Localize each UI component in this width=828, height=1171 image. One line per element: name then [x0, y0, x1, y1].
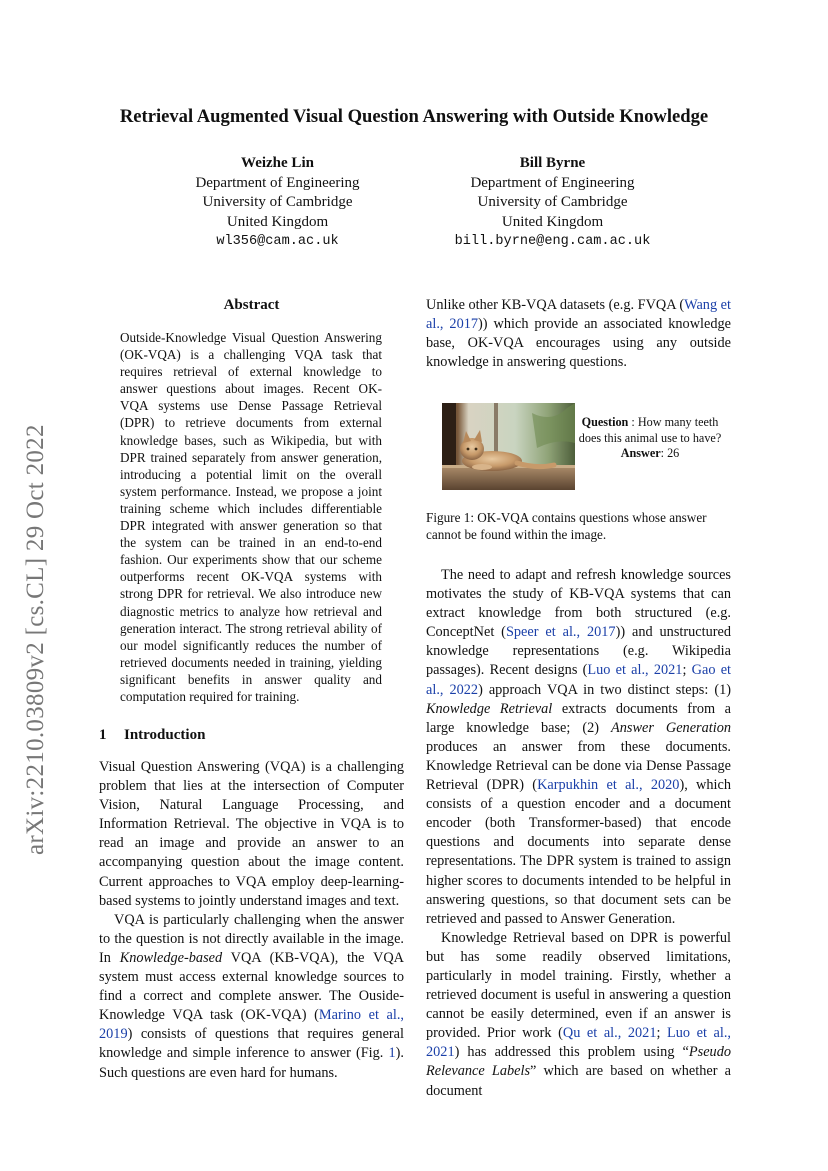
paragraph — [99, 911, 404, 1083]
emphasis: Answer Generation — [611, 719, 732, 736]
emphasis: Pseudo Relevance Labels — [426, 1044, 731, 1080]
author-email: bill.byrne@eng.cam.ac.uk — [454, 234, 651, 250]
text-run: The need to adapt and refresh knowledge sources motivates the study of KB-VQA systems that can extract knowledge from both structured (e.g. ConceptNet ( — [426, 567, 731, 641]
author-block-2 — [425, 154, 680, 252]
text-run: )) and unstructured knowledge representations (e.g. Wikipedia passages). Recent designs ( — [426, 624, 732, 679]
paragraph — [426, 296, 731, 372]
cat-photo-illustration — [442, 403, 575, 490]
citation-link[interactable]: Speer et al., 2017 — [505, 624, 616, 641]
paragraph — [426, 566, 731, 929]
figure-1-caption: Figure 1: OK-VQA contains questions whose answer cannot be found within the image. — [426, 510, 707, 543]
text-run: ) has addressed this problem using “ — [454, 1044, 689, 1061]
text-run: extracts documents from a large knowledge base; (2) — [426, 700, 731, 736]
left-column-body — [99, 758, 404, 1083]
emphasis: Knowledge-based — [119, 949, 223, 966]
right-column-body — [426, 566, 731, 1101]
text-run: )) which provide an associated knowledge base, OK-VQA encourages using any outside knowledge in answering questions. — [426, 316, 731, 371]
text-run: ; — [682, 662, 692, 679]
text-run: ), which consists of a question encoder and a document encoder (both Transformer-based) that encode questions and documents into separate dense representations. The DPR system is trained to assign higher scores to documents intended to be helpful in answering questions, so that document sets can be retrieved and passed to Answer Generation. — [426, 777, 731, 927]
citation-link[interactable]: Luo et al., 2021 — [587, 662, 683, 679]
text-run: Knowledge Retrieval based on DPR is powerful but has some readily observed limitations, particularly in model training. Firstly, whether a retrieved document is useful in answering a question cannot be easily determined, even if an answer is provided. Prior work ( — [426, 929, 731, 1042]
arxiv-identifier: arXiv:2210.03809v2 [cs.CL] 29 Oct 2022 — [22, 424, 49, 855]
author-university: University of Cambridge — [202, 194, 353, 211]
section-number: 1 — [99, 727, 107, 743]
author-department: Department of Engineering — [195, 174, 360, 191]
figure-answer — [575, 446, 725, 462]
author-block-1 — [150, 154, 405, 252]
figure-question — [575, 415, 725, 446]
author-name: Weizhe Lin — [241, 155, 314, 171]
abstract-heading: Abstract — [223, 297, 280, 313]
citation-link[interactable]: Gao et al., 2022 — [426, 662, 732, 698]
section-title: Introduction — [124, 727, 206, 743]
section-heading-introduction — [99, 727, 205, 744]
figure-1-photo — [442, 403, 575, 490]
author-country: United Kingdom — [501, 213, 604, 230]
text-run: VQA (KB-VQA), the VQA system must access external knowledge sources to find a correct and complete answer. The Ouside-Knowledge VQA task (OK-VQA) ( — [99, 949, 405, 1024]
abstract-text: Outside-Knowledge Visual Question Answering (OK-VQA) is a challenging VQA task that requires retrieval of external knowledge to answer questions about images. Recent OK-VQA systems use Dense Passage Retrieval (DPR) to retrieve documents from external knowledge bases, such as Wikipedia, but with DPR trained separately from answer generation, introducing a potential limit on the overall system performance. Instead, we propose a joint training scheme which includes differentiable DPR integrated with answer generation so that the system can be trained in an end-to-end fashion. Our experiments show that our scheme outperforms recent OK-VQA systems with strong DPR for retrieval. We also introduce new diagnostic metrics to analyze how retrieval and generation interact. The strong retrieval ability of our model significantly reduces the number of retrieved documents needed in training, yielding significant benefits in answer quality and computation required for training. — [120, 330, 382, 704]
author-name: Bill Byrne — [519, 155, 586, 171]
citation-link[interactable]: Karpukhin et al., 2020 — [537, 777, 680, 794]
question-label: Question — [581, 415, 629, 429]
citation-link[interactable]: Qu et al., 2021 — [562, 1025, 657, 1042]
answer-text: : 26 — [660, 446, 680, 461]
answer-label: Answer — [620, 446, 661, 461]
citation-link[interactable]: Marino et al., 2019 — [99, 1007, 404, 1043]
emphasis: Knowledge Retrieval — [426, 700, 553, 717]
citation-link[interactable]: Wang et al., 2017 — [426, 297, 731, 333]
text-run: ) approach VQA in two distinct steps: (1) — [478, 681, 731, 698]
author-university: University of Cambridge — [477, 194, 628, 211]
text-run: ). Such questions are even hard for humans. — [99, 1045, 404, 1081]
figure-1-qa — [575, 415, 725, 462]
author-country: United Kingdom — [226, 213, 329, 230]
author-email: wl356@cam.ac.uk — [216, 234, 339, 250]
text-run: ; — [656, 1025, 668, 1042]
paragraph — [426, 929, 731, 1101]
paper-title: Retrieval Augmented Visual Question Answering with Outside Knowledge — [119, 106, 709, 127]
text-run: VQA is particularly challenging when the answer to the question is not directly available in the image. In — [99, 911, 404, 966]
author-department: Department of Engineering — [470, 174, 635, 191]
text-run: ) consists of questions that requires general knowledge and simple inference to answer (Fig. — [99, 1026, 404, 1062]
text-run: produces an answer from these documents. Knowledge Retrieval can be done via Dense Passage Retrieval (DPR) ( — [426, 738, 731, 794]
citation-link[interactable]: Luo et al., 2021 — [426, 1025, 732, 1061]
paragraph: Visual Question Answering (VQA) is a challenging problem that lies at the intersection of Computer Vision, Natural Language Processing, and Information Retrieval. The objective in VQA is to read an image and provide an answer to an accompanying question about the image content. Current approaches to VQA employ deep-learning-based systems to jointly understand images and text. — [99, 759, 404, 909]
right-column-top — [426, 296, 731, 372]
figure-ref-link[interactable]: 1 — [388, 1045, 396, 1062]
text-run: ” which are based on whether a document — [426, 1063, 731, 1099]
question-text: : How many teeth does this animal use to have? — [578, 415, 722, 445]
text-run: Unlike other KB-VQA datasets (e.g. FVQA ( — [426, 297, 685, 313]
